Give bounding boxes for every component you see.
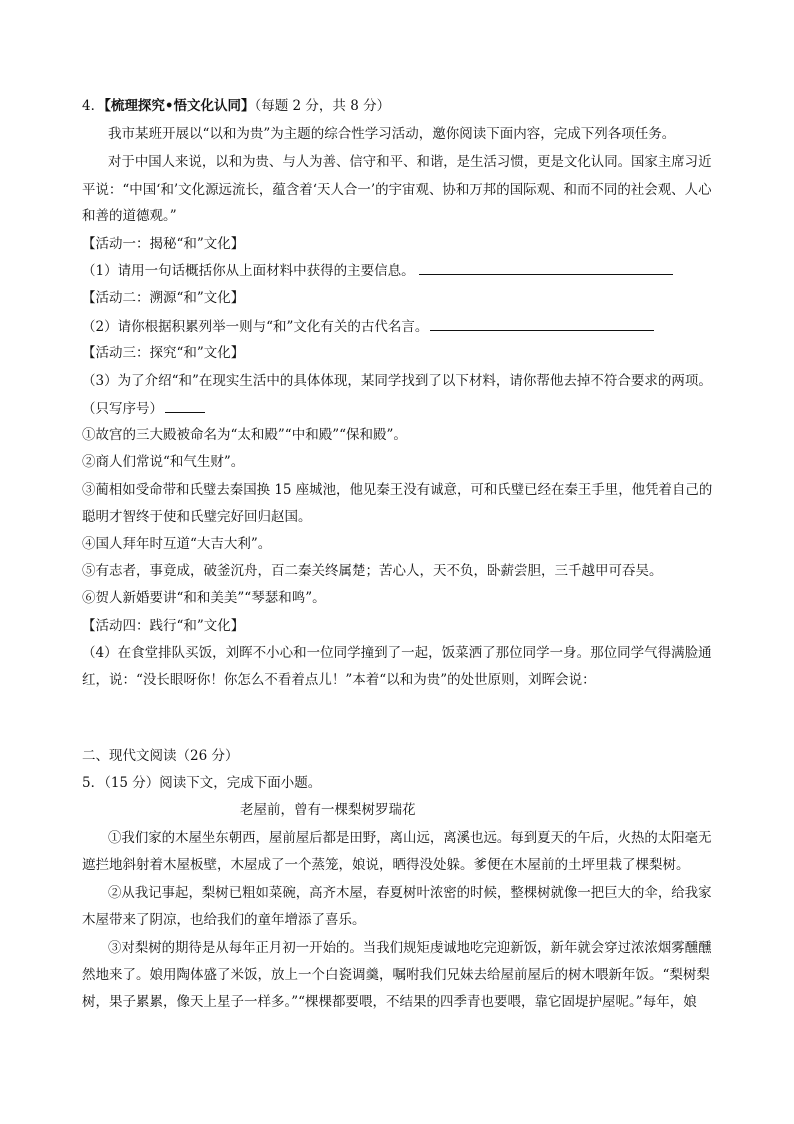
option-item: ④国人拜年时互道“大吉大利”。: [82, 536, 272, 552]
question-5-header: 5．（15 分）阅读下文，完成下面小题。: [82, 775, 322, 791]
activity-heading: 【活动一：揭秘“和”文化】: [82, 236, 245, 252]
article-paragraph-line: ③对梨树的期待是从每年正月初一开始的。当我们规矩虔诚地吃完迎新饭，新年就会穿过浓浓烟雾醺醺: [108, 940, 712, 956]
article-paragraph-line: 然地来了。娘用陶体盛了米饭，放上一个白瓷调羹，嘱咐我们兄妹去给屋前屋后的树木喂新年饭。“梨树梨: [82, 967, 710, 983]
question-number: 4．: [82, 98, 105, 114]
activity-heading: 【活动二：溯源“和”文化】: [82, 290, 245, 306]
option-item: ⑤有志者，事竟成，破釜沉舟，百二秦关终属楚；苦心人，天不负，卧薪尝胆，三千越甲可吞吴。: [82, 563, 663, 579]
option-item: ②商人们常说“和气生财”。: [82, 454, 245, 470]
material-line: 和善的道德观。”: [82, 208, 177, 224]
question-3-line: （3）为了介绍“和”在现实生活中的具体体现，某同学找到了以下材料，请你帮他去掉不符合要求的两项。: [82, 373, 712, 389]
material-line: 对于中国人来说，以和为贵、与人为善、信守和平、和谐，是生活习惯，更是文化认同。国家主席习近: [108, 154, 712, 170]
question-3-line: [82, 398, 205, 419]
option-item: ①故宫的三大殿被命名为“太和殿”“中和殿”“保和殿”。: [82, 427, 407, 443]
article-paragraph-line: 树，果子累累，像天上星子一样多。”“棵棵都要喂，不结果的四季青也要喂，靠它固堤护屋呢。”每年，娘: [82, 994, 697, 1010]
question-4-header: [82, 96, 390, 116]
article-paragraph-line: ②从我记事起，梨树已粗如菜碗，高齐木屋，春夏树叶浓密的时候，整棵树就像一把巨大的伞，给我家: [108, 885, 712, 901]
article-title: 老屋前，曾有一棵梨树罗瑞花: [240, 802, 416, 818]
option-item: ⑥贺人新婚要讲“和和美美”“琴瑟和鸣”。: [82, 590, 326, 606]
article-paragraph-line: 遮拦地斜射着木屋板壁，木屋成了一个蒸笼，娘说，晒得没处躲。爹便在木屋前的土坪里栽了棵梨树。: [82, 857, 690, 873]
answer-blank-1[interactable]: [419, 260, 673, 275]
activity-heading: 【活动四：践行“和”文化】: [82, 618, 245, 634]
material-line: 平说：“中国‘和’文化源远流长，蕴含着‘天人合一’的宇宙观、协和万邦的国际观、和而不同的社会观、人心: [82, 182, 712, 198]
question-2: [82, 316, 654, 337]
question-tag: 【梳理探究•悟文化认同】: [104, 98, 255, 114]
intro-text: 我市某班开展以“以和为贵”为主题的综合性学习活动，邀你阅读下面内容，完成下列各项任务。: [108, 126, 676, 142]
question-score: （每题 2 分，共 8 分）: [254, 98, 391, 114]
section-heading: 二、现代文阅读（26 分）: [82, 748, 239, 764]
answer-blank-2[interactable]: [430, 316, 654, 331]
question-1: [82, 260, 673, 281]
option-item: 聪明才智终于使和氏璧完好回归赵国。: [82, 509, 312, 525]
question-4-line: 红，说：“没长眼呀你！你怎么不看着点儿！”本着“以和为贵”的处世原则，刘晖会说：: [82, 672, 596, 688]
article-paragraph-line: 木屋带来了阴凉，也给我们的童年增添了喜乐。: [82, 912, 366, 928]
article-paragraph-line: ①我们家的木屋坐东朝西，屋前屋后都是田野，离山远，离溪也远。每到夏天的午后，火热的太阳毫无: [108, 830, 712, 846]
question-1-text: （1）请用一句话概括你从上面材料中获得的主要信息。: [82, 263, 415, 279]
question-4-line: （4）在食堂排队买饭，刘晖不小心和一位同学撞到了一起，饭菜洒了那位同学一身。那位同学气得满脸通: [82, 645, 712, 661]
option-item: ③蔺相如受命带和氏璧去秦国换 15 座城池，他见秦王没有诚意，可和氏璧已经在秦王手里，他凭着自己的: [82, 482, 713, 498]
activity-heading: 【活动三：探究“和”文化】: [82, 345, 245, 361]
question-2-text: （2）请你根据积累列举一则与“和”文化有关的古代名言。: [82, 319, 429, 335]
answer-blank-3[interactable]: [165, 398, 205, 413]
question-3-note: （只写序号）: [82, 401, 163, 417]
